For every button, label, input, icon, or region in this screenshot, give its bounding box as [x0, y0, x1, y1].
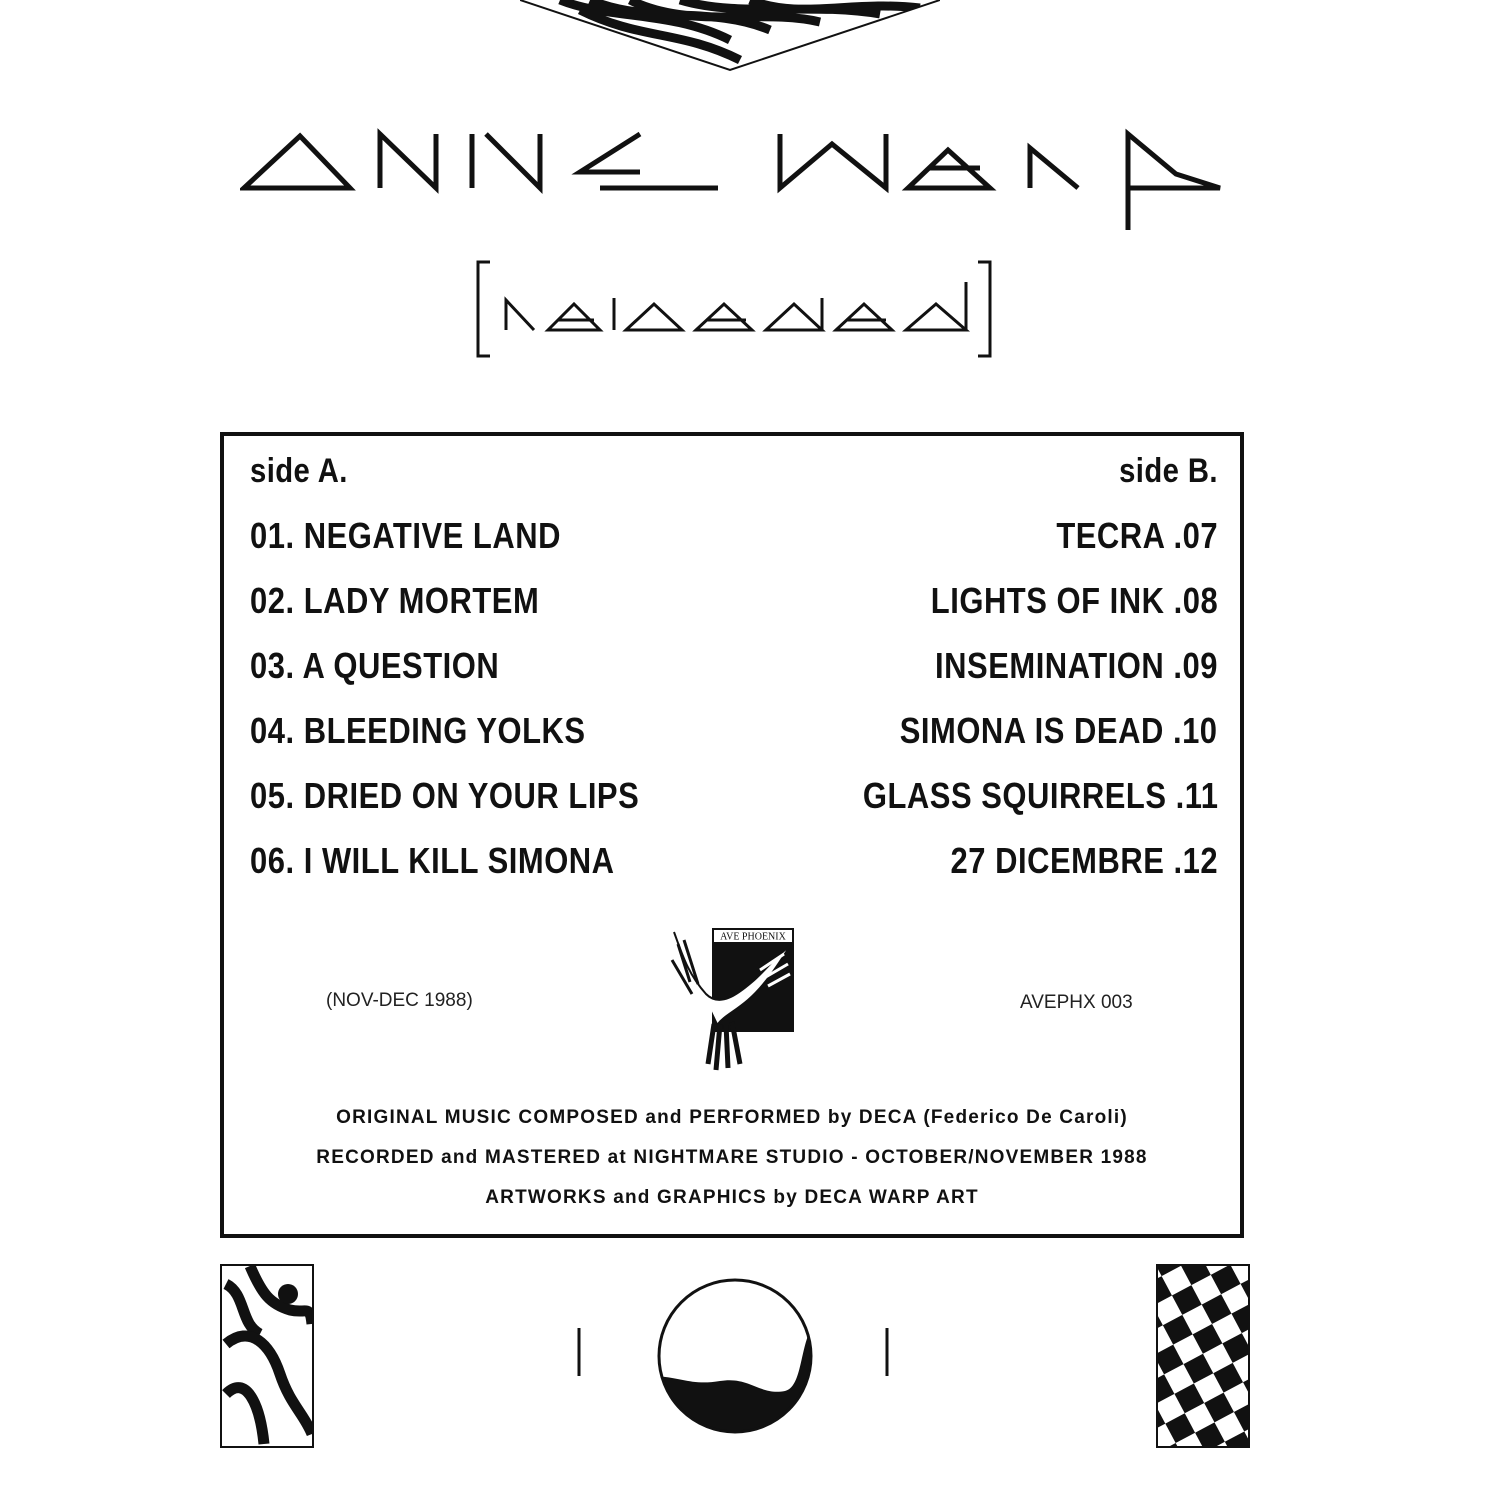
side-a-label: side A.	[250, 452, 348, 490]
side-b-track: INSEMINATION .09	[935, 645, 1218, 686]
side-b-track: SIMONA IS DEAD .10	[900, 710, 1218, 751]
catalog-number: AVEPHX 003	[1020, 992, 1133, 1013]
ave-phoenix-logo-text: AVE PHOENIX	[720, 931, 786, 943]
release-date: (NOV-DEC 1988)	[326, 990, 473, 1011]
side-a-track: 02. LADY MORTEM	[250, 580, 540, 621]
band-logo	[240, 120, 1230, 240]
checker-pattern-panel	[1156, 1264, 1250, 1448]
top-zebra-banner	[520, 0, 940, 72]
credit-line: ORIGINAL MUSIC COMPOSED and PERFORMED by DECA (Federico De Caroli)	[336, 1107, 1128, 1128]
side-b-track: TECRA .07	[1056, 515, 1218, 556]
side-b-track: LIGHTS OF INK .08	[930, 580, 1218, 621]
side-a-track: 01. NEGATIVE LAND	[250, 515, 561, 556]
zebra-pattern-panel	[220, 1264, 314, 1448]
credit-line: ARTWORKS and GRAPHICS by DECA WARP ART	[485, 1187, 979, 1208]
side-b-track: 27 DICEMBRE .12	[950, 840, 1218, 881]
side-b-label: side B.	[1119, 452, 1218, 490]
side-a-track: 04. BLEEDING YOLKS	[250, 710, 586, 751]
side-a-track: 05. DRIED ON YOUR LIPS	[250, 775, 640, 816]
side-a-track: 03. A QUESTION	[250, 645, 500, 686]
moon-emblem	[570, 1276, 900, 1436]
side-a-track: 06. I WILL KILL SIMONA	[250, 840, 615, 881]
side-b-track: GLASS SQUIRRELS .11	[862, 775, 1218, 816]
credit-line: RECORDED and MASTERED at NIGHTMARE STUDIO - OCTOBER/NOVEMBER 1988	[316, 1147, 1148, 1168]
ave-phoenix-logo	[668, 924, 798, 1074]
reloaded-sublogo	[470, 258, 1000, 362]
